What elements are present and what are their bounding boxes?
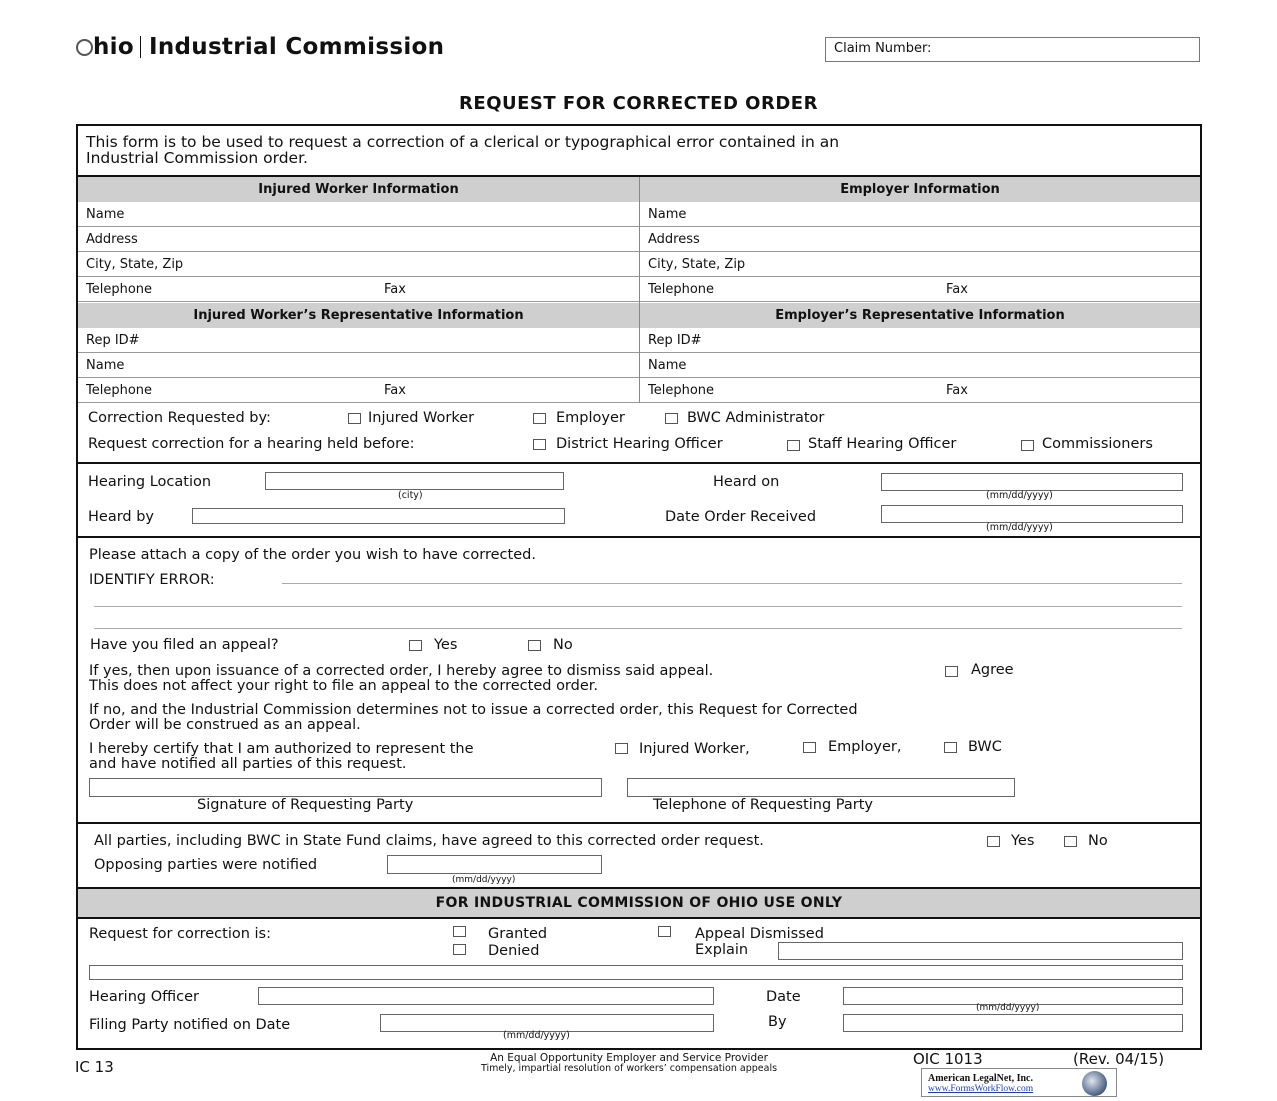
worker-rep-name-label: Name bbox=[86, 358, 125, 373]
employer-rep-telephone-label: Telephone bbox=[648, 383, 715, 398]
order-received-date-hint: (mm/dd/yyyy) bbox=[986, 522, 1053, 533]
worker-rep-id-row[interactable] bbox=[78, 328, 639, 353]
signature-input[interactable] bbox=[89, 778, 602, 797]
option-bwc-administrator: BWC Administrator bbox=[687, 410, 825, 426]
worker-rep-phone-row[interactable] bbox=[78, 378, 639, 403]
date-order-received-label: Date Order Received bbox=[665, 509, 817, 525]
checkbox-employer[interactable] bbox=[533, 413, 546, 424]
employer-city-label: City, State, Zip bbox=[648, 257, 746, 272]
checkbox-parties-no[interactable] bbox=[1064, 836, 1077, 847]
hearing-held-before-label: Request correction for a hearing held before: bbox=[88, 436, 415, 452]
checkbox-staff-hearing-officer[interactable] bbox=[787, 440, 800, 451]
checkbox-commissioners[interactable] bbox=[1021, 440, 1034, 451]
employer-fax-label: Fax bbox=[946, 282, 968, 297]
worker-name-label: Name bbox=[86, 207, 125, 222]
employer-rep-heading: Employer’s Representative Information bbox=[640, 303, 1200, 328]
tagline: Timely, impartial resolution of workers’ compensation appeals bbox=[480, 1063, 778, 1074]
identify-error-line[interactable] bbox=[94, 606, 1182, 607]
form-frame bbox=[76, 124, 1202, 1050]
signature-label: Signature of Requesting Party bbox=[197, 797, 414, 813]
employer-rep-name-label: Name bbox=[648, 358, 687, 373]
divider bbox=[78, 822, 1200, 824]
worker-address-label: Address bbox=[86, 232, 138, 247]
worker-phone-row[interactable] bbox=[78, 277, 639, 302]
checkbox-agree[interactable] bbox=[945, 666, 958, 677]
option-district-hearing-officer: District Hearing Officer bbox=[556, 436, 723, 452]
heard-by-input[interactable] bbox=[192, 508, 565, 524]
certify-text-line-2: and have notified all parties of this request. bbox=[89, 756, 407, 772]
logo-org-text: Industrial Commission bbox=[148, 34, 445, 60]
parties-agreed-text: All parties, including BWC in State Fund claims, have agreed to this corrected order request. bbox=[94, 833, 764, 849]
if-no-text-line-2: Order will be construed as an appeal. bbox=[89, 717, 361, 733]
eoe-statement: An Equal Opportunity Employer and Service Provider bbox=[490, 1052, 768, 1064]
heard-by-label: Heard by bbox=[88, 509, 155, 525]
hearing-officer-label: Hearing Officer bbox=[89, 989, 199, 1005]
employer-rep-id-row[interactable] bbox=[640, 328, 1200, 353]
worker-rep-id-label: Rep ID# bbox=[86, 333, 140, 348]
if-yes-text-line-1: If yes, then upon issuance of a corrected order, I hereby agree to dismiss said appeal. bbox=[89, 663, 714, 679]
checkbox-appeal-yes[interactable] bbox=[409, 640, 422, 651]
if-yes-text-line-2: This does not affect your right to file an appeal to the corrected order. bbox=[89, 678, 599, 694]
checkbox-appeal-no[interactable] bbox=[528, 640, 541, 651]
opposing-notified-date-input[interactable] bbox=[387, 855, 602, 874]
employer-name-row[interactable] bbox=[640, 202, 1200, 227]
logo-ohio-text: hio bbox=[93, 34, 134, 60]
office-date-label: Date bbox=[766, 989, 801, 1005]
opposing-notified-label: Opposing parties were notified bbox=[94, 857, 318, 873]
checkbox-denied[interactable] bbox=[453, 944, 466, 955]
certify-text-line-1: I hereby certify that I am authorized to represent the bbox=[89, 741, 474, 757]
worker-info-heading: Injured Worker Information bbox=[78, 177, 639, 202]
parties-yes-label: Yes bbox=[1011, 833, 1035, 849]
worker-city-row[interactable] bbox=[78, 252, 639, 277]
claim-number-label: Claim Number: bbox=[834, 41, 932, 56]
option-commissioners: Commissioners bbox=[1042, 436, 1153, 452]
employer-rep-name-row[interactable] bbox=[640, 353, 1200, 378]
employer-rep-phone-row[interactable] bbox=[640, 378, 1200, 403]
alnet-url[interactable]: www.FormsWorkFlow.com bbox=[928, 1084, 1034, 1094]
hearing-officer-input[interactable] bbox=[258, 987, 714, 1005]
checkbox-injured-worker[interactable] bbox=[348, 413, 361, 424]
checkbox-parties-yes[interactable] bbox=[987, 836, 1000, 847]
parties-no-label: No bbox=[1088, 833, 1108, 849]
revision: (Rev. 04/15) bbox=[1073, 1050, 1165, 1068]
form-id: IC 13 bbox=[75, 1058, 114, 1076]
page-title: REQUEST FOR CORRECTED ORDER bbox=[459, 93, 818, 114]
worker-telephone-label: Telephone bbox=[86, 282, 153, 297]
explain-continuation-input[interactable] bbox=[89, 965, 1183, 980]
denied-label: Denied bbox=[488, 943, 540, 959]
worker-rep-fax-label: Fax bbox=[384, 383, 406, 398]
divider bbox=[78, 917, 1200, 919]
certify-injured-worker-label: Injured Worker, bbox=[639, 741, 750, 757]
employer-info-heading: Employer Information bbox=[640, 177, 1200, 202]
globe-icon bbox=[1082, 1071, 1107, 1096]
by-input[interactable] bbox=[843, 1014, 1183, 1032]
checkbox-bwc-administrator[interactable] bbox=[665, 413, 678, 424]
requesting-telephone-input[interactable] bbox=[627, 778, 1015, 797]
employer-rep-fax-label: Fax bbox=[946, 383, 968, 398]
heard-on-label: Heard on bbox=[713, 474, 780, 490]
filed-appeal-question: Have you filed an appeal? bbox=[90, 637, 279, 653]
date-order-received-input[interactable] bbox=[881, 505, 1183, 523]
ohio-ic-logo bbox=[76, 34, 444, 60]
identify-error-line[interactable] bbox=[282, 583, 1182, 584]
checkbox-certify-bwc[interactable] bbox=[944, 742, 957, 753]
checkbox-certify-employer[interactable] bbox=[803, 742, 816, 753]
by-label: By bbox=[768, 1014, 787, 1030]
request-correction-is-label: Request for correction is: bbox=[89, 926, 271, 942]
option-staff-hearing-officer: Staff Hearing Officer bbox=[808, 436, 957, 452]
explain-label: Explain bbox=[695, 942, 749, 958]
claim-number-field[interactable] bbox=[825, 37, 1200, 62]
ohio-o-icon bbox=[76, 39, 93, 56]
heard-on-input[interactable] bbox=[881, 473, 1183, 491]
hearing-location-input[interactable] bbox=[265, 472, 564, 490]
certify-bwc-label: BWC bbox=[968, 739, 1002, 755]
filing-party-notified-label: Filing Party notified on Date bbox=[89, 1017, 291, 1033]
oic-number: OIC 1013 bbox=[913, 1050, 983, 1068]
city-hint: (city) bbox=[398, 490, 423, 501]
certify-employer-label: Employer, bbox=[828, 739, 902, 755]
employer-name-label: Name bbox=[648, 207, 687, 222]
granted-label: Granted bbox=[488, 926, 548, 942]
checkbox-appeal-dismissed[interactable] bbox=[658, 926, 671, 937]
appeal-dismissed-label: Appeal Dismissed bbox=[695, 926, 824, 942]
agree-label: Agree bbox=[971, 662, 1014, 678]
checkbox-granted[interactable] bbox=[453, 926, 466, 937]
hearing-location-label: Hearing Location bbox=[88, 474, 212, 490]
employer-rep-id-label: Rep ID# bbox=[648, 333, 702, 348]
filing-date-hint: (mm/dd/yyyy) bbox=[503, 1030, 570, 1041]
requesting-telephone-label: Telephone of Requesting Party bbox=[653, 797, 873, 813]
employer-telephone-label: Telephone bbox=[648, 282, 715, 297]
heard-on-date-hint: (mm/dd/yyyy) bbox=[986, 490, 1053, 501]
attach-order-instruction: Please attach a copy of the order you wish to have corrected. bbox=[89, 547, 536, 563]
appeal-no-label: No bbox=[553, 637, 573, 653]
office-use-heading: FOR INDUSTRIAL COMMISSION OF OHIO USE ONLY bbox=[78, 889, 1200, 917]
intro-line-1: This form is to be used to request a correction of a clerical or typographical error contained in an bbox=[86, 133, 840, 151]
worker-rep-telephone-label: Telephone bbox=[86, 383, 153, 398]
worker-address-row[interactable] bbox=[78, 227, 639, 252]
notified-date-hint: (mm/dd/yyyy) bbox=[452, 875, 516, 885]
identify-error-line[interactable] bbox=[94, 628, 1182, 629]
worker-rep-heading: Injured Worker’s Representative Information bbox=[78, 303, 639, 328]
worker-name-row[interactable] bbox=[78, 202, 639, 227]
employer-city-row[interactable] bbox=[640, 252, 1200, 277]
employer-address-label: Address bbox=[648, 232, 700, 247]
worker-rep-name-row[interactable] bbox=[78, 353, 639, 378]
identify-error-label: IDENTIFY ERROR: bbox=[89, 572, 215, 588]
employer-phone-row[interactable] bbox=[640, 277, 1200, 302]
checkbox-certify-injured-worker[interactable] bbox=[615, 743, 628, 754]
option-employer: Employer bbox=[556, 410, 625, 426]
office-date-hint: (mm/dd/yyyy) bbox=[976, 1003, 1040, 1013]
american-legalnet-badge[interactable] bbox=[921, 1068, 1117, 1097]
appeal-yes-label: Yes bbox=[434, 637, 458, 653]
option-injured-worker: Injured Worker bbox=[368, 410, 475, 426]
explain-input[interactable] bbox=[778, 942, 1183, 960]
employer-address-row[interactable] bbox=[640, 227, 1200, 252]
alnet-name: American LegalNet, Inc. bbox=[928, 1073, 1033, 1084]
divider bbox=[78, 536, 1200, 538]
divider bbox=[78, 462, 1200, 464]
worker-fax-label: Fax bbox=[384, 282, 406, 297]
if-no-text-line-1: If no, and the Industrial Commission determines not to issue a corrected order, this Request for Corrected bbox=[89, 702, 858, 718]
intro-line-2: Industrial Commission order. bbox=[86, 149, 308, 167]
correction-requested-label: Correction Requested by: bbox=[88, 410, 271, 426]
logo-divider bbox=[140, 36, 141, 58]
worker-city-label: City, State, Zip bbox=[86, 257, 184, 272]
checkbox-district-hearing-officer[interactable] bbox=[533, 439, 546, 450]
